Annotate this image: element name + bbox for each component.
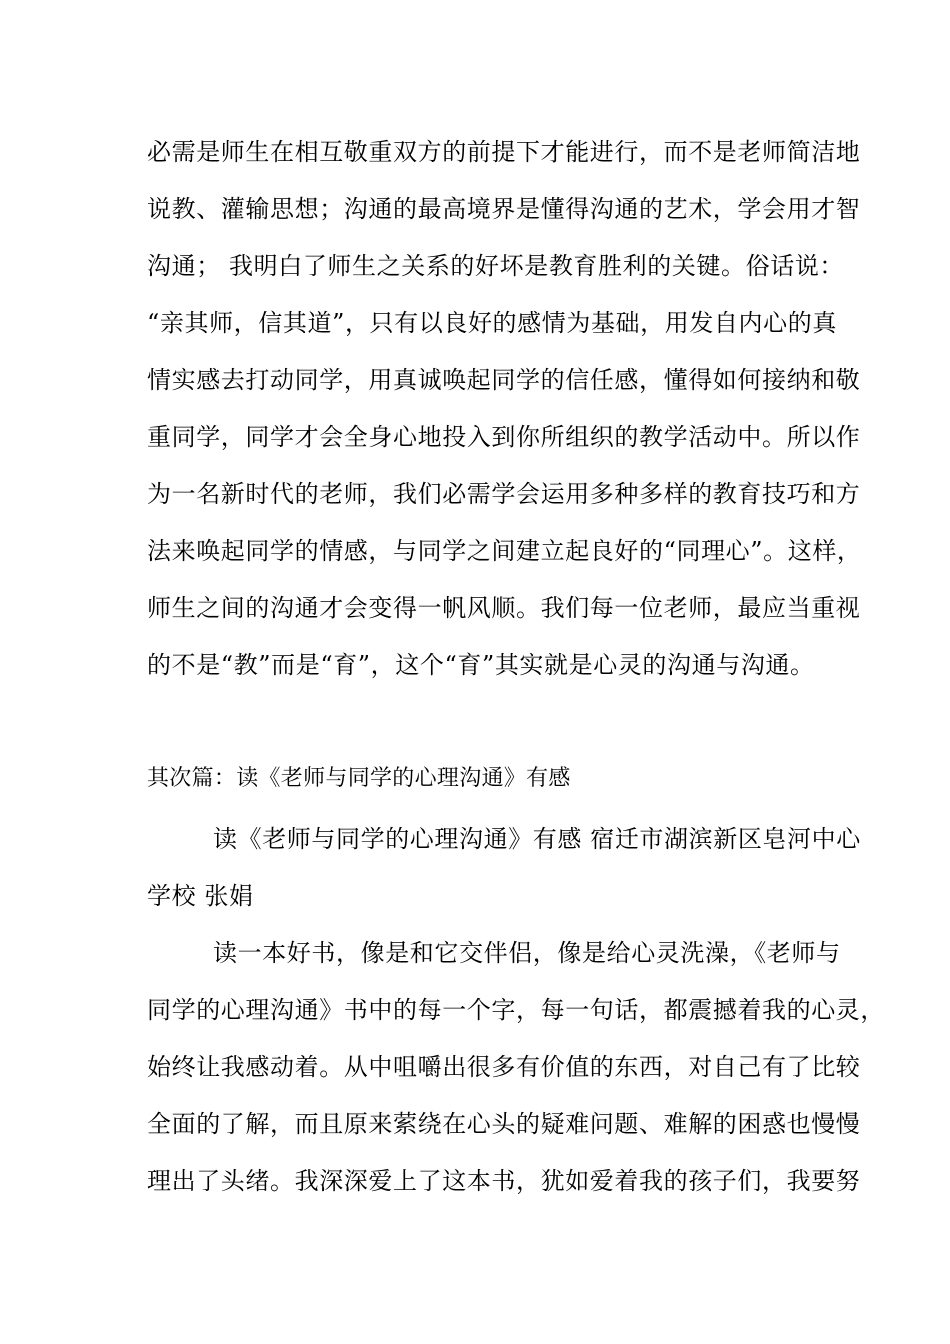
- text-line: 法来唤起同学的情感，与同学之间建立起良好的“同理心”。这样，: [147, 537, 862, 565]
- text-line: 始终让我感动着。从中咀嚼出很多有价值的东西，对自己有了比较: [147, 1053, 861, 1081]
- text-line: 重同学，同学才会全身心地投入到你所组织的教学活动中。所以作: [147, 423, 861, 451]
- text-line: “亲其师，信其道”，只有以良好的感情为基础，用发自内心的真: [147, 309, 837, 337]
- section-heading: 其次篇：读《老师与同学的心理沟通》有感: [147, 766, 571, 791]
- byline-line: 学校 张娟: [147, 882, 254, 910]
- text-line: 必需是师生在相互敬重双方的前提下才能进行，而不是老师简洁地: [147, 138, 861, 166]
- text-line: 为一名新时代的老师，我们必需学会运用多种多样的教育技巧和方: [147, 480, 861, 508]
- byline-line: 读《老师与同学的心理沟通》有感 宿迁市湖滨新区皂河中心: [213, 825, 861, 853]
- text-line: 的不是“教”而是“育”，这个“育”其实就是心灵的沟通与沟通。: [147, 651, 815, 679]
- text-line: 师生之间的沟通才会变得一帆风顺。我们每一位老师，最应当重视: [147, 594, 861, 622]
- text-line: 理出了头绪。我深深爱上了这本书，犹如爱着我的孩子们，我要努: [147, 1167, 861, 1195]
- text-line: 沟通； 我明白了师生之关系的好坏是教育胜利的关键。俗话说：: [147, 252, 845, 280]
- text-line: 读一本好书，像是和它交伴侣，像是给心灵洗澡，《老师与: [213, 939, 841, 967]
- text-line: 同学的心理沟通》书中的每一个字，每一句话，都震撼着我的心灵，: [147, 996, 885, 1024]
- text-line: 说教、灌输思想；沟通的最高境界是懂得沟通的艺术，学会用才智: [147, 195, 861, 223]
- text-line: 全面的了解，而且原来萦绕在心头的疑难问题、难解的困惑也慢慢: [147, 1110, 861, 1138]
- text-line: 情实感去打动同学，用真诚唤起同学的信任感，懂得如何接纳和敬: [147, 366, 861, 394]
